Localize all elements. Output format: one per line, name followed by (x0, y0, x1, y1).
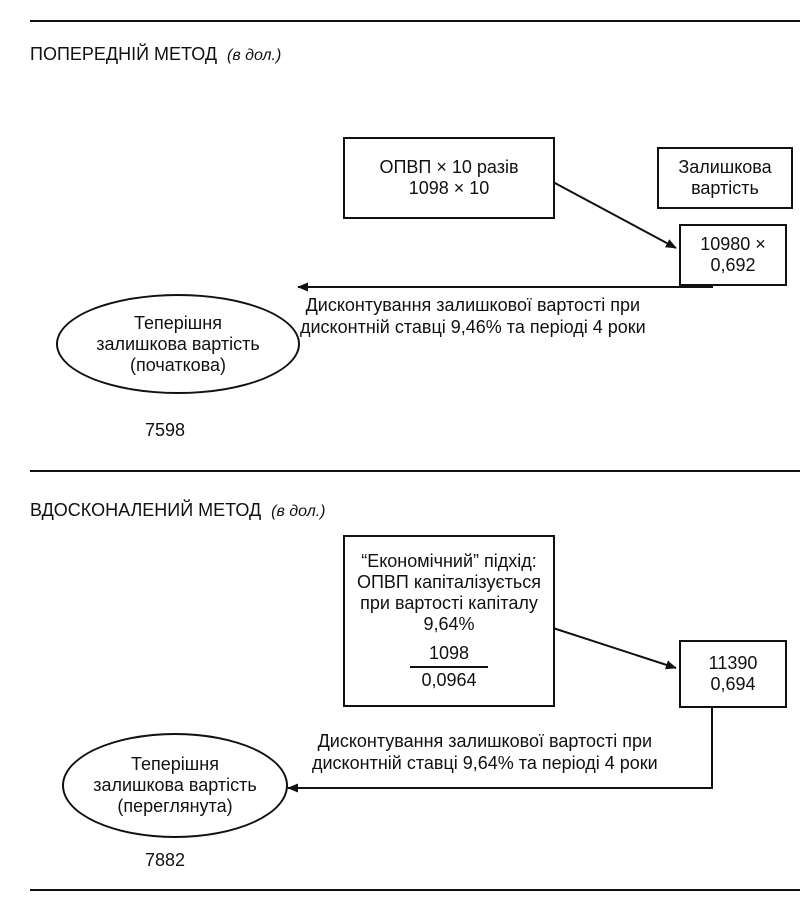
improved-calc-line-2: 0,694 (710, 674, 756, 694)
improved-method-heading (30, 500, 325, 521)
fraction-bar (410, 666, 488, 668)
improved-discount-caption (312, 730, 658, 774)
previous-method-title: ПОПЕРЕДНІЙ МЕТОД (30, 44, 218, 64)
improved-source-line-4: 9,64% (423, 614, 475, 634)
improved-result-line-1: Теперішня (131, 754, 219, 774)
previous-discount-line-2: дисконтній ставці 9,46% та періоді 4 роки (300, 317, 646, 337)
residual-value-box (657, 147, 793, 209)
previous-result-value: 7598 (145, 420, 186, 440)
improved-result-line-3: (переглянута) (117, 796, 233, 816)
arrow-source-to-calc-improved (553, 628, 676, 668)
previous-discount-caption (300, 294, 646, 338)
previous-discount-line-1: Дисконтування залишкової вартості при (305, 295, 641, 315)
previous-method-heading (30, 44, 281, 65)
improved-method-title: ВДОСКОНАЛЕНИЙ МЕТОД (30, 500, 262, 520)
improved-result-ellipse (62, 733, 288, 838)
improved-calc-box (679, 640, 787, 708)
fraction-numerator: 1098 (428, 643, 470, 663)
improved-method-unit: (в дол.) (271, 503, 326, 520)
improved-source-line-2: ОПВП капіталізується (356, 572, 542, 592)
improved-discount-line-2: дисконтній ставці 9,64% та періоді 4 роки (312, 753, 658, 773)
fraction-denominator: 0,0964 (421, 670, 477, 690)
previous-calc-box (679, 224, 787, 286)
previous-calc-line-2: 0,692 (710, 255, 756, 275)
previous-result-ellipse (56, 294, 300, 394)
improved-discount-line-1: Дисконтування залишкової вартості при (317, 731, 653, 751)
previous-source-line-1: ОПВП × 10 разів (379, 157, 519, 177)
previous-result-line-1: Теперішня (134, 312, 222, 333)
previous-calc-line-1: 10980 × (700, 234, 766, 254)
previous-result-line-2: залишкова вартість (96, 333, 260, 354)
improved-source-line-3: при вартості капіталу (360, 593, 538, 613)
residual-value-line-2: вартість (691, 178, 759, 198)
improved-source-line-1: “Економічний” підхід: (361, 551, 537, 571)
improved-source-box (343, 535, 555, 707)
improved-result-line-2: залишкова вартість (93, 775, 257, 795)
previous-source-box (343, 137, 555, 219)
arrow-calc-to-result-previous (298, 286, 712, 287)
residual-value-line-1: Залишкова (678, 157, 772, 177)
previous-method-unit: (в дол.) (227, 47, 282, 64)
previous-source-line-2: 1098 × 10 (408, 178, 490, 198)
capitalization-fraction (410, 643, 488, 691)
improved-result-value: 7882 (145, 850, 186, 870)
improved-calc-line-1: 11390 (708, 653, 758, 673)
previous-result-line-3: (початкова) (129, 354, 227, 375)
